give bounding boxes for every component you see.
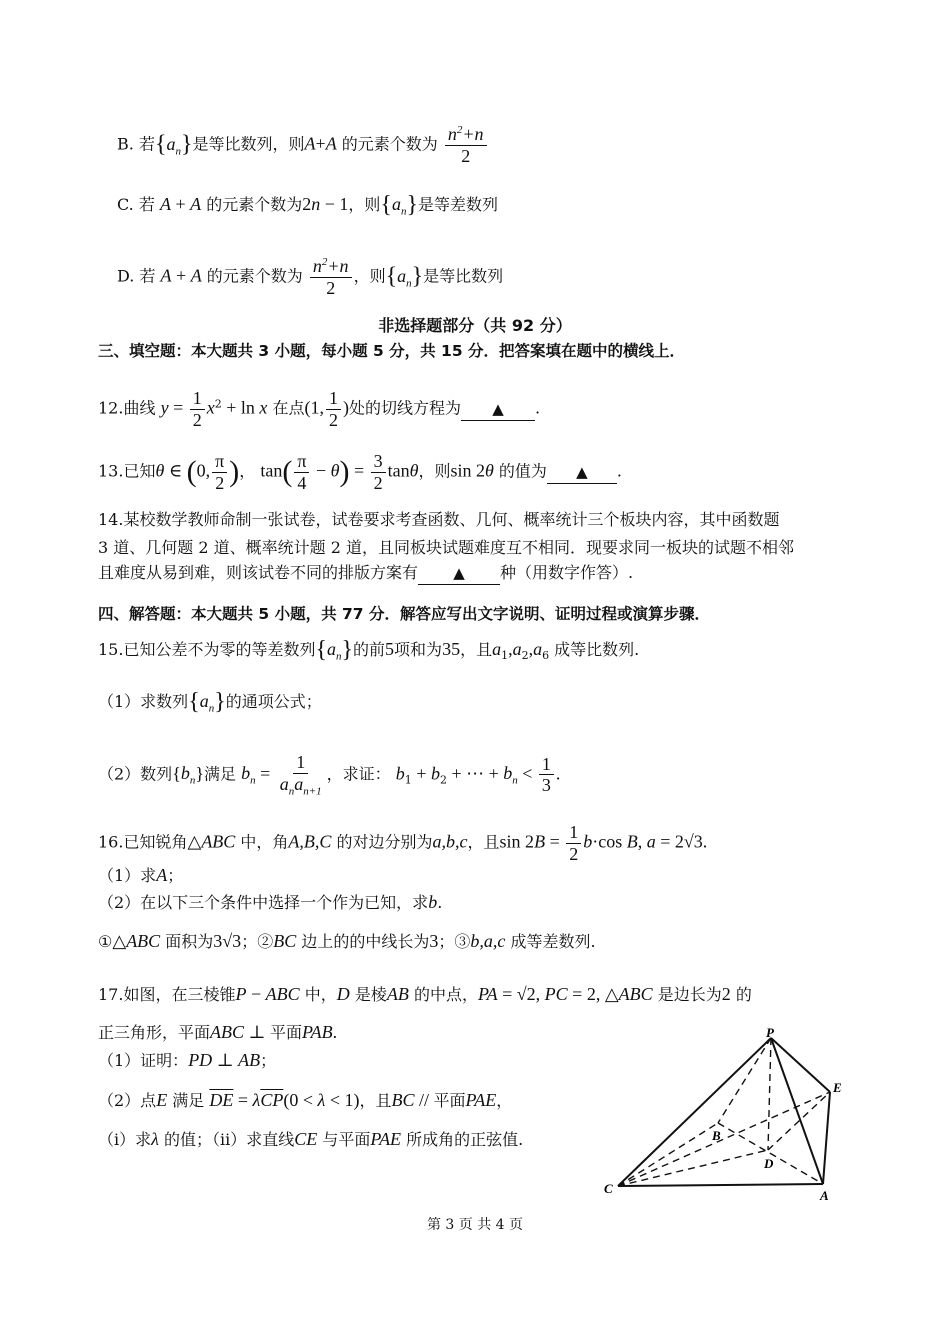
question-text: 正三角形，平面 — [98, 1023, 211, 1042]
question-15-part-2: （2）数列$\{b_n\}$满足 $b_n$ = $\frac{1}{a_na_{n+1}}$ ，求证： $b_1 + b_2$ + ⋯ + $b_n$ < $\frac{1}{3}$ . — [98, 752, 561, 798]
question-text: . — [616, 461, 623, 481]
question-16-part-2: （2）在以下三个条件中选择一个作为已知，求b. — [98, 892, 443, 912]
vertex-label-e: E — [833, 1080, 842, 1095]
question-text: 与平面 — [322, 1130, 371, 1149]
blank-mark: ▲ — [453, 564, 465, 582]
question-text: （2）在以下三个条件中选择一个作为已知，求 — [98, 893, 429, 912]
option-text: 的元素个数为 — [341, 134, 438, 154]
answer-blank[interactable] — [547, 461, 617, 484]
question-text: （ⅰ）求 — [98, 1130, 152, 1149]
question-text: . — [437, 893, 443, 912]
edge-pd — [768, 1038, 771, 1150]
question-text: 的值为 — [498, 461, 547, 481]
question-text: （1）求 — [98, 866, 157, 885]
question-14-line-3 — [98, 562, 633, 585]
edge-ba — [718, 1123, 823, 1184]
question-12: 12.曲线 y = $\frac{1}{2}$ $x^2 + \ln x$ 在点(1, $\frac{1}{2}$ )处的切线方程为 ▲ . — [98, 388, 541, 430]
question-text: 边上的的中线长为 — [301, 932, 430, 951]
question-17: 17.如图，在三棱锥P − ABC 中，D 是棱AB 的中点，PA = √2, PC = 2, △ABC 是边长为2 的 — [98, 984, 752, 1004]
question-text: 处的切线方程为 — [348, 398, 461, 418]
option-text: 若 — [139, 266, 156, 286]
blank-mark: ▲ — [576, 462, 588, 481]
question-text: ，且 — [460, 640, 493, 659]
option-text: 是等比数列，则 — [192, 134, 305, 154]
question-text: 是边长为 — [657, 985, 722, 1004]
question-text: 成等差数列. — [510, 932, 596, 951]
question-text: 平面 — [269, 1023, 302, 1042]
question-text: 满足 — [203, 764, 236, 784]
vertex-label-c: C — [604, 1181, 613, 1196]
question-text: 中， — [304, 985, 337, 1004]
vertex-label-p: P — [766, 1028, 774, 1040]
question-text: （2）点 — [98, 1091, 157, 1110]
question-text: ；③ — [438, 932, 471, 951]
question-text: ，且 — [359, 1091, 392, 1110]
question-text: ① — [98, 932, 113, 951]
answer-blank[interactable] — [418, 562, 500, 585]
question-text: 是棱 — [354, 985, 387, 1004]
answer-blank[interactable] — [461, 398, 535, 421]
question-text: ；② — [241, 932, 274, 951]
question-text: 的值；（ⅱ）求直线 — [164, 1130, 295, 1149]
option-text: 若 — [138, 195, 155, 214]
question-text: ，则 — [418, 461, 451, 481]
question-15: 15.已知公差不为零的等差数列$\{a_n\}$的前5项和为35，且$a_1,a_2,a_6$ 成等比数列. — [98, 637, 640, 663]
option-text: ，则 — [353, 266, 386, 286]
question-text: ， — [496, 1091, 513, 1110]
option-letter: D. — [117, 266, 135, 286]
question-14-line-2: 3 道、几何题 2 道、概率统计题 2 道，且同板块试题难度互不相同．现要求同一板块的试题不相邻 — [98, 538, 794, 557]
question-text: 所成角的正弦值. — [406, 1130, 524, 1149]
question-text: 的对边分别为 — [336, 832, 433, 852]
vertex-label-a: A — [820, 1188, 829, 1203]
question-number: 12. — [98, 398, 124, 418]
question-text: 面积为 — [165, 932, 214, 951]
question-15-part-1: （1）求数列$\{a_n\}$的通项公式； — [98, 689, 322, 715]
question-16: 16.已知锐角△ABC 中，角A,B,C 的对边分别为a,b,c，且sin 2B = $\frac{1}{2}$ b·cos B, a = 2√3. — [98, 822, 708, 864]
pyramid-figure — [598, 1028, 858, 1208]
option-letter: B. — [117, 134, 134, 154]
question-text: 成等比数列. — [554, 640, 640, 659]
question-17-part-1: （1）证明：PD ⊥ AB； — [98, 1050, 277, 1070]
section-header: 非选择题部分（共 92 分） — [378, 316, 572, 335]
question-text: 平面 — [433, 1091, 466, 1110]
question-number: 13. — [98, 461, 124, 481]
question-17-line-2: 正三角形，平面ABC ⊥ 平面PAB. — [98, 1022, 338, 1042]
option-letter: C. — [117, 195, 134, 214]
edge-cd — [618, 1150, 768, 1186]
question-text: 已知 — [123, 461, 156, 481]
edge-cp — [618, 1038, 771, 1186]
question-text: （1）求数列 — [98, 692, 189, 711]
vertex-label-d: D — [764, 1156, 774, 1171]
option-text: ，则 — [348, 195, 381, 214]
question-text: （2）数列 — [98, 764, 173, 784]
edge-ca — [618, 1184, 823, 1186]
question-text: 且难度从易到难，则该试卷不同的排版方案有 — [98, 563, 419, 582]
edge-pa — [771, 1038, 823, 1184]
question-17-part-2: （2）点E 满足 $\overline{DE} = \lambda\overline{CP}(0 < \lambda < 1)$，且BC // 平面PAE， — [98, 1090, 513, 1110]
option-text: 是等差数列 — [417, 195, 498, 214]
question-text: 种（用数字作答）. — [500, 563, 634, 582]
edge-de — [768, 1092, 830, 1150]
question-text: 的中点， — [413, 985, 478, 1004]
question-text: 满足 — [172, 1091, 205, 1110]
question-text: 项和为 — [394, 640, 443, 659]
question-17-part-3: （ⅰ）求λ 的值；（ⅱ）求直线CE 与平面PAE 所成角的正弦值. — [98, 1129, 524, 1149]
edge-ce — [618, 1092, 830, 1186]
option-c: C. 若 A + A 的元素个数为2n − 1，则$\{a_n\}$是等差数列 — [117, 192, 498, 218]
question-number: 16. — [98, 832, 124, 852]
blank-mark: ▲ — [492, 399, 504, 418]
question-text: 已知公差不为零的等差数列 — [123, 640, 316, 659]
question-text: ； — [260, 1051, 277, 1070]
question-text: （1）证明： — [98, 1051, 189, 1070]
question-text: 的通项公式； — [225, 692, 322, 711]
question-number: 15. — [98, 640, 124, 659]
question-text: . — [535, 398, 541, 418]
question-number: 17. — [98, 985, 124, 1004]
question-text: 的 — [735, 985, 752, 1004]
question-text: ； — [167, 866, 184, 885]
question-16-conditions: ①△ABC 面积为3√3；②BC 边上的的中线长为3；③b,a,c 成等差数列. — [98, 931, 596, 951]
answer-heading: 四、解答题：本大题共 5 小题，共 77 分．解答应写出文字说明、证明过程或演算步骤． — [98, 605, 710, 623]
edge-ea — [823, 1092, 830, 1184]
question-text: 已知锐角 — [123, 832, 188, 852]
option-b: B. 若$\{a_n\}$是等比数列，则A+A 的元素个数为 $\frac{n^2+n}{2}$ — [117, 124, 489, 166]
option-text: 的元素个数为 — [206, 266, 303, 286]
question-13: 13.已知θ ∈ (0, $\frac{\pi}{2}$ )， tan( $\frac{\pi}{4}$ − θ) = $\frac{3}{2}$ tanθ，则sin 2θ 的值为 ▲ . — [98, 451, 623, 493]
option-d: D. 若 A + A 的元素个数为 $\frac{n^2+n}{2}$ ，则$\{a_n\}$是等比数列 — [117, 256, 504, 298]
question-text: 中，角 — [240, 832, 289, 852]
question-text: ，且 — [467, 832, 500, 852]
vertex-label-b: B — [712, 1128, 721, 1143]
question-text: 的前 — [353, 640, 386, 659]
fill-blank-heading: 三、填空题：本大题共 3 小题，每小题 5 分，共 15 分．把答案填在题中的横线上． — [98, 342, 686, 360]
option-text: 若 — [138, 134, 155, 154]
page-footer: 第 3 页 共 4 页 — [426, 1217, 524, 1233]
question-text: 在点 — [272, 398, 305, 418]
option-text: 是等比数列 — [423, 266, 504, 286]
edge-cb — [618, 1123, 718, 1186]
question-text: ， — [239, 461, 256, 481]
option-text: 的元素个数为 — [206, 195, 303, 214]
question-14-line-1: 14.某校数学教师命制一张试卷，试卷要求考查函数、几何、概率统计三个板块内容，其中函数题 — [98, 510, 780, 529]
question-text: ，求证： — [326, 764, 391, 784]
question-16-part-1: （1）求A； — [98, 865, 184, 885]
question-text: 如图，在三棱锥 — [123, 985, 236, 1004]
question-text: 曲线 — [123, 398, 156, 418]
